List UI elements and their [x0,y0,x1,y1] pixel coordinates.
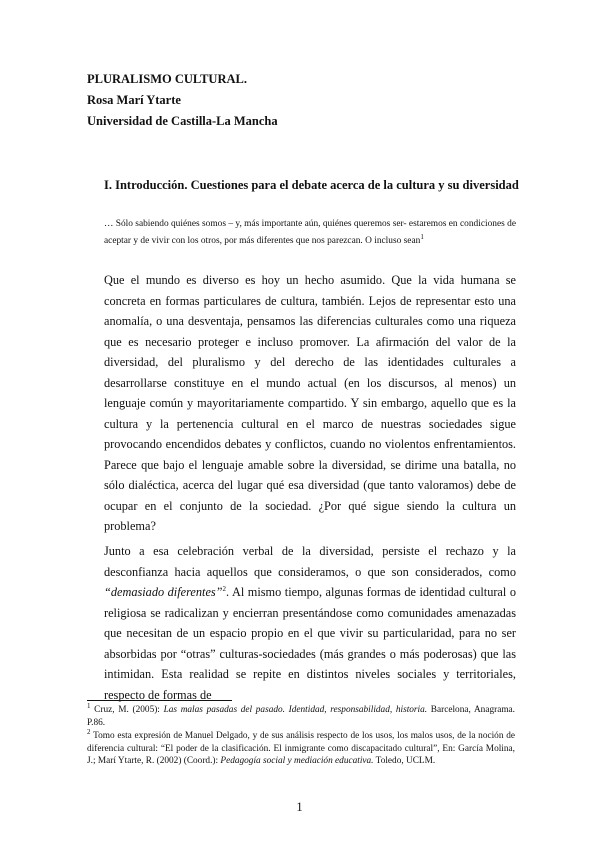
footnote-text: Toledo, UCLM. [373,756,436,767]
section-heading: I. Introducción. Cuestiones para el debate acerca de la cultura y su diversidad [104,178,519,192]
paragraph-2-end: . Al mismo tiempo, algunas formas de identidad cultural o religiosa se radicalizan y encierran presentándose como comunidades amenazadas que necesitan de un espacio propio en el que vivir su particularidad, para no ser absorbidas por “otras” culturas-sociedades (más grandes o más poderosas) que las intimidan. Esta realidad se repite en distintos niveles sociales y territoriales, respecto de formas de [104,585,516,702]
footnote-title: Pedagogía social y mediación educativa. [220,756,374,767]
footnote-title: Las malas pasadas del pasado. Identidad, responsabilidad, historia. [163,705,428,715]
emphasized-phrase: “demasiado diferentes” [104,585,223,599]
author-institution: Universidad de Castilla-La Mancha [87,114,278,128]
epigraph-text: … Sólo sabiendo quiénes somos – y, más importante aún, quiénes queremos ser- estaremos en condiciones de aceptar y de vivir con los otros, por más diferentes que nos parezcan. O incluso sean [104,219,516,246]
footnote-2 [87,730,515,768]
footnote-separator [87,700,232,701]
footnote-text: Cruz, M. (2005): [90,705,164,715]
author-name: Rosa Marí Ytarte [87,93,181,107]
footnote-text: Tomo esta expresión de Manuel Delgado, y de sus análisis respecto de los usos, los malos usos, de la noción de diferencia cultural: “El poder de la clasificación. El inmigrante como discapacitado cultural”, En: García Molina, J.; Marí Ytarte, R. (2002) (Coord.): [87,731,515,767]
footnote-1 [87,701,516,729]
footnotes [87,701,516,769]
document-title: PLURALISMO CULTURAL. [87,72,247,86]
footnote-number: 1 [87,701,91,710]
footnote-text: Barcelona, Anagrama. P.86. [87,705,516,728]
body-paragraph-2 [104,541,516,705]
page-number: 1 [296,800,303,814]
footnote-ref-1: 1 [420,232,424,241]
body-paragraph-1: Que el mundo es diverso es hoy un hecho asumido. Que la vida humana se concreta en formas particulares de cultura, también. Lejos de representar esto una anomalía, o una desventaja, pensamos las diferencias culturales como una riqueza que es necesario proteger e incluso promover. La afirmación del valor de la diversidad, del pluralismo y del derecho de las identidades culturales a desarrollarse constituye en el mundo actual (en los discursos, al menos) un lenguaje común y mayoritariamente compartido. Y sin embargo, aquello que es la cultura y la pertenencia cultural en el marco de nuestras sociedades sigue provocando encendidos debates y conflictos, cuando no violentos enfrentamientos. Parece que bajo el lenguaje amable sobre la diversidad, se dirime una batalla, no sólo dialéctica, acerca del lugar qué esa diversidad (que tanto valoramos) debe de ocupar en el conjunto de la sociedad. ¿Por qué sigue siendo la cultura un problema? [104,273,516,533]
footnote-ref-2: 2 [222,584,227,593]
epigraph-quote [104,216,516,250]
footnote-number: 2 [87,728,91,737]
paragraph-2-start: Junto a esa celebración verbal de la diversidad, persiste el rechazo y la desconfianza hacia aquellos que consideramos, o que son considerados, como [104,544,516,579]
